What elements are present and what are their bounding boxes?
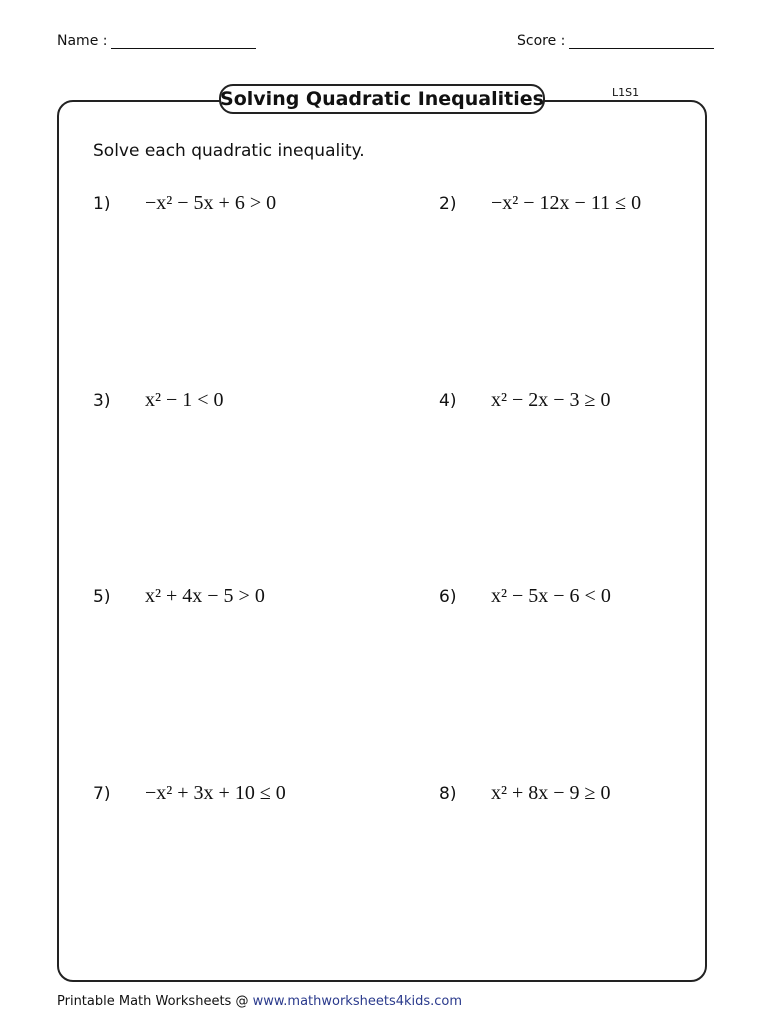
footer-link[interactable]: www.mathworksheets4kids.com [252,994,463,1009]
problem-3 [93,389,224,412]
problem-expression: −x² − 12x − 11 ≤ 0 [491,192,642,214]
score-field[interactable] [517,32,714,49]
problem-6 [439,585,611,608]
problem-7 [93,782,286,805]
name-label: Name : [57,33,108,49]
problem-expression: x² − 1 < 0 [145,389,224,411]
footer [57,994,462,1009]
problem-expression: −x² + 3x + 10 ≤ 0 [145,782,286,804]
problem-expression: x² + 8x − 9 ≥ 0 [491,782,611,804]
problem-number: 4) [439,391,457,411]
instructions: Solve each quadratic inequality. [93,141,365,161]
level-code: L1S1 [612,86,640,99]
problem-number: 7) [93,784,111,804]
problem-4 [439,389,611,412]
problem-number: 8) [439,784,457,804]
problem-expression: x² + 4x − 5 > 0 [145,585,265,607]
problem-expression: x² − 2x − 3 ≥ 0 [491,389,611,411]
problem-8 [439,782,611,805]
problem-number: 1) [93,194,111,214]
score-label: Score : [517,33,566,49]
footer-prefix: Printable Math Worksheets @ [57,994,253,1009]
name-blank-line[interactable] [111,32,256,49]
worksheet-title: Solving Quadratic Inequalities [219,84,545,114]
problem-number: 5) [93,587,111,607]
problem-number: 2) [439,194,457,214]
name-field[interactable] [57,32,256,49]
problem-expression: −x² − 5x + 6 > 0 [145,192,277,214]
problem-number: 6) [439,587,457,607]
worksheet-frame [57,100,707,982]
problem-expression: x² − 5x − 6 < 0 [491,585,611,607]
problem-number: 3) [93,391,111,411]
score-blank-line[interactable] [569,32,714,49]
problem-2 [439,192,641,215]
problem-5 [93,585,265,608]
problem-1 [93,192,276,215]
